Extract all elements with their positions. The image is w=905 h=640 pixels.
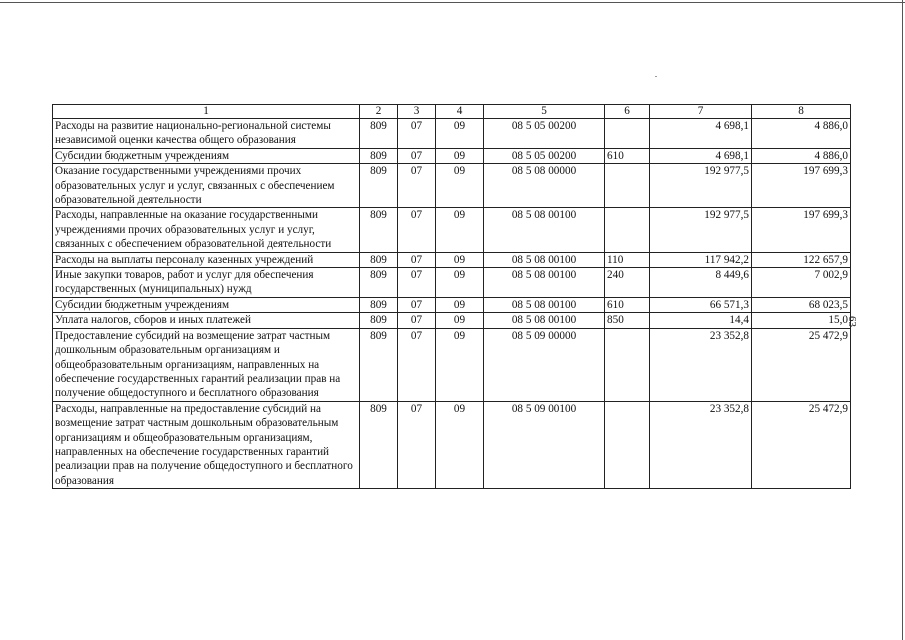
budget-table — [52, 104, 851, 489]
header-cell-col4: 4 — [436, 105, 484, 119]
expense-name-cell: Расходы, направленные на предоставление субсидий на возмещение затрат частным дошкольным образовательным организациям и общеобразовательным организациям, направленных на обеспечение государственных гарантий реализации прав на получение общедоступного и бесплатного образования — [53, 401, 360, 488]
target-article-cell: 08 5 09 00000 — [484, 328, 605, 401]
expense-name-cell: Субсидии бюджетным учреждениям — [53, 297, 360, 312]
table-row — [53, 313, 851, 328]
table-row — [53, 148, 851, 163]
amount-year1-cell: 117 942,2 — [650, 252, 752, 267]
expense-type-cell — [605, 208, 650, 252]
section-code-cell: 07 — [398, 164, 436, 208]
expense-name-cell: Оказание государственными учреждениями прочих образовательных услуг и услуг, связанных с обеспечением образовательной деятельности — [53, 164, 360, 208]
target-article-cell: 08 5 09 00100 — [484, 401, 605, 488]
header-cell-col2: 2 — [360, 105, 398, 119]
amount-year2-cell: 25 472,9 — [752, 401, 851, 488]
expense-type-cell: 850 — [605, 313, 650, 328]
expense-type-cell — [605, 119, 650, 149]
expense-type-cell: 610 — [605, 148, 650, 163]
ministry-code-cell: 809 — [360, 313, 398, 328]
expense-type-cell: 240 — [605, 268, 650, 298]
amount-year2-cell: 197 699,3 — [752, 208, 851, 252]
header-cell-col8: 8 — [752, 105, 851, 119]
ministry-code-cell: 809 — [360, 148, 398, 163]
target-article-cell: 08 5 08 00000 — [484, 164, 605, 208]
amount-year2-cell: 122 657,9 — [752, 252, 851, 267]
expense-type-cell — [605, 328, 650, 401]
ministry-code-cell: 809 — [360, 164, 398, 208]
ministry-code-cell: 809 — [360, 297, 398, 312]
expense-name-cell: Уплата налогов, сборов и иных платежей — [53, 313, 360, 328]
ministry-code-cell: 809 — [360, 328, 398, 401]
ministry-code-cell: 809 — [360, 252, 398, 267]
amount-year2-cell: 15,0 — [752, 313, 851, 328]
section-code-cell: 07 — [398, 401, 436, 488]
table-header-row — [53, 105, 851, 119]
ministry-code-cell: 809 — [360, 208, 398, 252]
amount-year1-cell: 23 352,8 — [650, 401, 752, 488]
expense-name-cell: Расходы на выплаты персоналу казенных учреждений — [53, 252, 360, 267]
amount-year2-cell: 4 886,0 — [752, 148, 851, 163]
expense-type-cell — [605, 401, 650, 488]
amount-year2-cell: 25 472,9 — [752, 328, 851, 401]
target-article-cell: 08 5 08 00100 — [484, 268, 605, 298]
header-cell-col3: 3 — [398, 105, 436, 119]
subsection-code-cell: 09 — [436, 252, 484, 267]
subsection-code-cell: 09 — [436, 328, 484, 401]
subsection-code-cell: 09 — [436, 297, 484, 312]
expense-name-cell: Иные закупки товаров, работ и услуг для обеспечения государственных (муниципальных) нужд — [53, 268, 360, 298]
subsection-code-cell: 09 — [436, 208, 484, 252]
target-article-cell: 08 5 08 00100 — [484, 208, 605, 252]
expense-name-cell: Предоставление субсидий на возмещение затрат частным дошкольным образовательным организациям и общеобразовательным организациям, направленных на обеспечение государственных гарантий реализации прав на получение общедоступного и бесплатного образования — [53, 328, 360, 401]
target-article-cell: 08 5 05 00200 — [484, 148, 605, 163]
header-cell-col1: 1 — [53, 105, 360, 119]
amount-year1-cell: 4 698,1 — [650, 148, 752, 163]
table-row — [53, 401, 851, 488]
expense-type-cell — [605, 164, 650, 208]
section-code-cell: 07 — [398, 313, 436, 328]
table-row — [53, 252, 851, 267]
target-article-cell: 08 5 08 00100 — [484, 252, 605, 267]
subsection-code-cell: 09 — [436, 119, 484, 149]
header-cell-col6: 6 — [605, 105, 650, 119]
expense-name-cell: Субсидии бюджетным учреждениям — [53, 148, 360, 163]
amount-year1-cell: 14,4 — [650, 313, 752, 328]
scan-frame-right-edge — [902, 0, 903, 640]
subsection-code-cell: 09 — [436, 164, 484, 208]
amount-year2-cell: 7 002,9 — [752, 268, 851, 298]
ministry-code-cell: 809 — [360, 401, 398, 488]
expense-type-cell: 610 — [605, 297, 650, 312]
target-article-cell: 08 5 08 00100 — [484, 297, 605, 312]
section-code-cell: 07 — [398, 208, 436, 252]
expense-name-cell: Расходы, направленные на оказание государственными учреждениями прочих образовательных услуг и услуг, связанных с обеспечением образовательной деятельности — [53, 208, 360, 252]
amount-year1-cell: 192 977,5 — [650, 164, 752, 208]
section-code-cell: 07 — [398, 119, 436, 149]
subsection-code-cell: 09 — [436, 148, 484, 163]
header-cell-col7: 7 — [650, 105, 752, 119]
amount-year1-cell: 23 352,8 — [650, 328, 752, 401]
table-row — [53, 268, 851, 298]
section-code-cell: 07 — [398, 252, 436, 267]
scan-speck — [655, 76, 657, 77]
section-code-cell: 07 — [398, 268, 436, 298]
section-code-cell: 07 — [398, 297, 436, 312]
expense-name-cell: Расходы на развитие национально-региональной системы независимой оценки качества общего образования — [53, 119, 360, 149]
header-cell-col5: 5 — [484, 105, 605, 119]
table-row — [53, 297, 851, 312]
amount-year1-cell: 4 698,1 — [650, 119, 752, 149]
ministry-code-cell: 809 — [360, 268, 398, 298]
subsection-code-cell: 09 — [436, 401, 484, 488]
subsection-code-cell: 09 — [436, 268, 484, 298]
section-code-cell: 07 — [398, 148, 436, 163]
amount-year1-cell: 66 571,3 — [650, 297, 752, 312]
target-article-cell: 08 5 05 00200 — [484, 119, 605, 149]
section-code-cell: 07 — [398, 328, 436, 401]
amount-year1-cell: 8 449,6 — [650, 268, 752, 298]
ministry-code-cell: 809 — [360, 119, 398, 149]
subsection-code-cell: 09 — [436, 313, 484, 328]
amount-year2-cell: 4 886,0 — [752, 119, 851, 149]
table-row — [53, 328, 851, 401]
target-article-cell: 08 5 08 00100 — [484, 313, 605, 328]
table-row — [53, 119, 851, 149]
amount-year2-cell: 197 699,3 — [752, 164, 851, 208]
table-row — [53, 164, 851, 208]
amount-year1-cell: 192 977,5 — [650, 208, 752, 252]
scan-frame-top-edge — [0, 2, 905, 3]
table-row — [53, 208, 851, 252]
amount-year2-cell: 68 023,5 — [752, 297, 851, 312]
page-number: 63 — [846, 316, 858, 327]
expense-type-cell: 110 — [605, 252, 650, 267]
